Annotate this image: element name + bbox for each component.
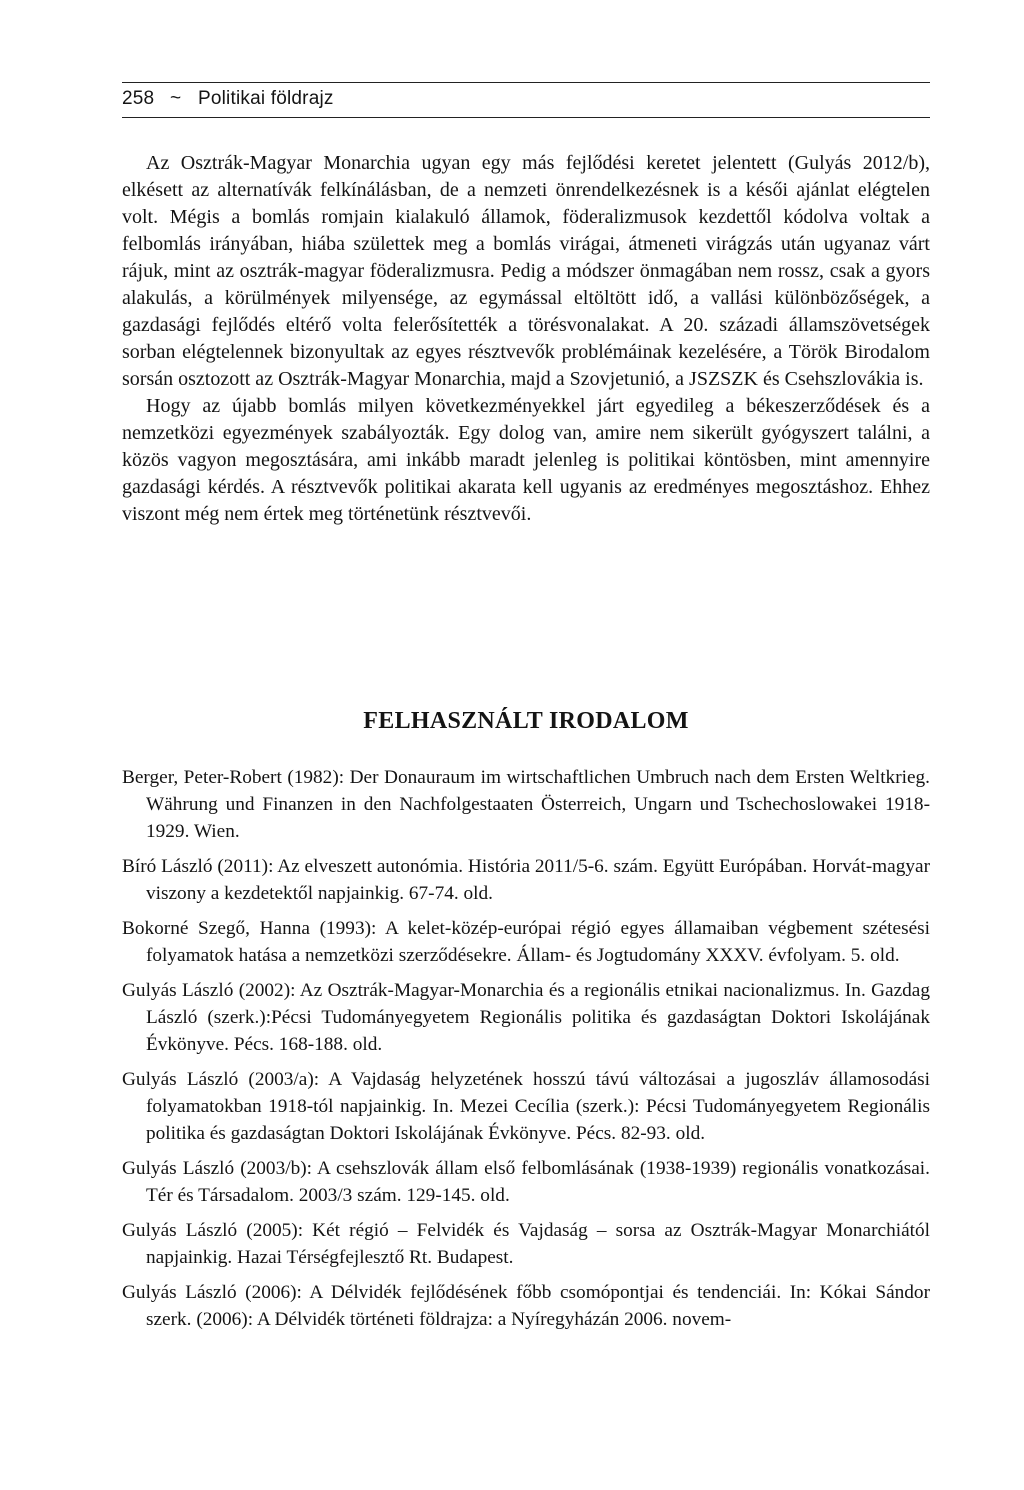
reference-item: Gulyás László (2002): Az Osztrák-Magyar-Monarchia és a regionális etnikai nacionalizmus. In. Gazdag László (szerk.):Pécsi Tudományegyetem Regionális politika és gazdaságtan Doktori Iskolájának Évkönyve. Pécs. 168-188. old. [122, 980, 930, 1055]
reference-item: Gulyás László (2003/a): A Vajdaság helyzetének hosszú távú változásai a jugoszláv államosodási folyamatokban 1918-tól napjainkig. In. Mezei Cecília (szerk.): Pécsi Tudományegyetem Regionális politika és gazdaságtan Doktori Iskolájának Évkönyve. Pécs. 82-93. old. [122, 1069, 930, 1144]
reference-item: Gulyás László (2005): Két régió – Felvidék és Vajdaság – sorsa az Osztrák-Magyar Monarchiától napjainkig. Hazai Térségfejlesztő Rt. Budapest. [122, 1220, 930, 1268]
header-title: Politikai földrajz [198, 88, 334, 109]
running-header [122, 82, 930, 118]
reference-item: Bíró László (2011): Az elveszett autonómia. História 2011/5-6. szám. Együtt Európában. Horvát-magyar viszony a kezdetektől napjainkig. 67-74. old. [122, 856, 930, 904]
body-text [122, 150, 930, 528]
header-separator: ~ [170, 88, 182, 109]
reference-item: Berger, Peter-Robert (1982): Der Donauraum im wirtschaftlichen Umbruch nach dem Ersten Weltkrieg. Währung und Finanzen in den Nachfolgestaaten Österreich, Ungarn und Tschechoslowakei 1918-1929. Wien. [122, 767, 930, 842]
reference-list [122, 764, 930, 1341]
reference-item: Gulyás László (2003/b): A csehszlovák állam első felbomlásának (1938-1939) regionális vonatkozásai. Tér és Társadalom. 2003/3 szám. 129-145. old. [122, 1158, 930, 1206]
page-number: 258 [122, 88, 155, 109]
reference-item: Bokorné Szegő, Hanna (1993): A kelet-közép-európai régió egyes államaiban végbement szétesési folyamatok hatása a nemzetközi szerződésekre. Állam- és Jogtudomány XXXV. évfolyam. 5. old. [122, 918, 930, 966]
reference-item: Gulyás László (2006): A Délvidék fejlődésének főbb csomópontjai és tendenciái. In: Kókai Sándor szerk. (2006): A Délvidék történeti földrajza: a Nyíregyházán 2006. novem- [122, 1282, 930, 1330]
paragraph: Hogy az újabb bomlás milyen következményekkel járt egyedileg a békeszerződések és a nemzetközi egyezmények szabályozták. Egy dolog van, amire nem sikerült gyógyszert találni, a közös vagyon megosztására, ami inkább maradt jelenleg is politikai köntösben, mint amennyire gazdasági kérdés. A résztvevők politikai akarata kell ugyanis az eredményes megosztáshoz. Ehhez viszont még nem értek meg történetünk résztvevői. [122, 395, 930, 525]
paragraph: Az Osztrák-Magyar Monarchia ugyan egy más fejlődési keretet jelentett (Gulyás 2012/b), elkésett az alternatívák felkínálásban, de a nemzeti önrendelkezésnek is a késői ajánlat elégtelen volt. Mégis a bomlás romjain kialakuló államok, föderalizmusok kezdettől kódolva voltak a felbomlás irányában, hiába születtek meg a bomlás virágai, átmeneti virágzás után ugyanaz várt rájuk, mint az osztrák-magyar föderalizmusra. Pedig a módszer önmagában nem rossz, csak a gyors alakulás, a körülmények milyensége, az egymással eltöltött idő, a vallási különbözőségek, a gazdasági fejlődés eltérő volta felerősítették a törésvonalakat. A 20. századi államszövetségek sorban elégtelennek bizonyultak az egyes résztvevők problémáinak kezelésére, a Török Birodalom sorsán osztozott az Osztrák-Magyar Monarchia, majd a Szovjetunió, a JSZSZK és Csehszlovákia is. [122, 152, 930, 390]
section-heading: FELHASZNÁLT IRODALOM [363, 708, 689, 734]
